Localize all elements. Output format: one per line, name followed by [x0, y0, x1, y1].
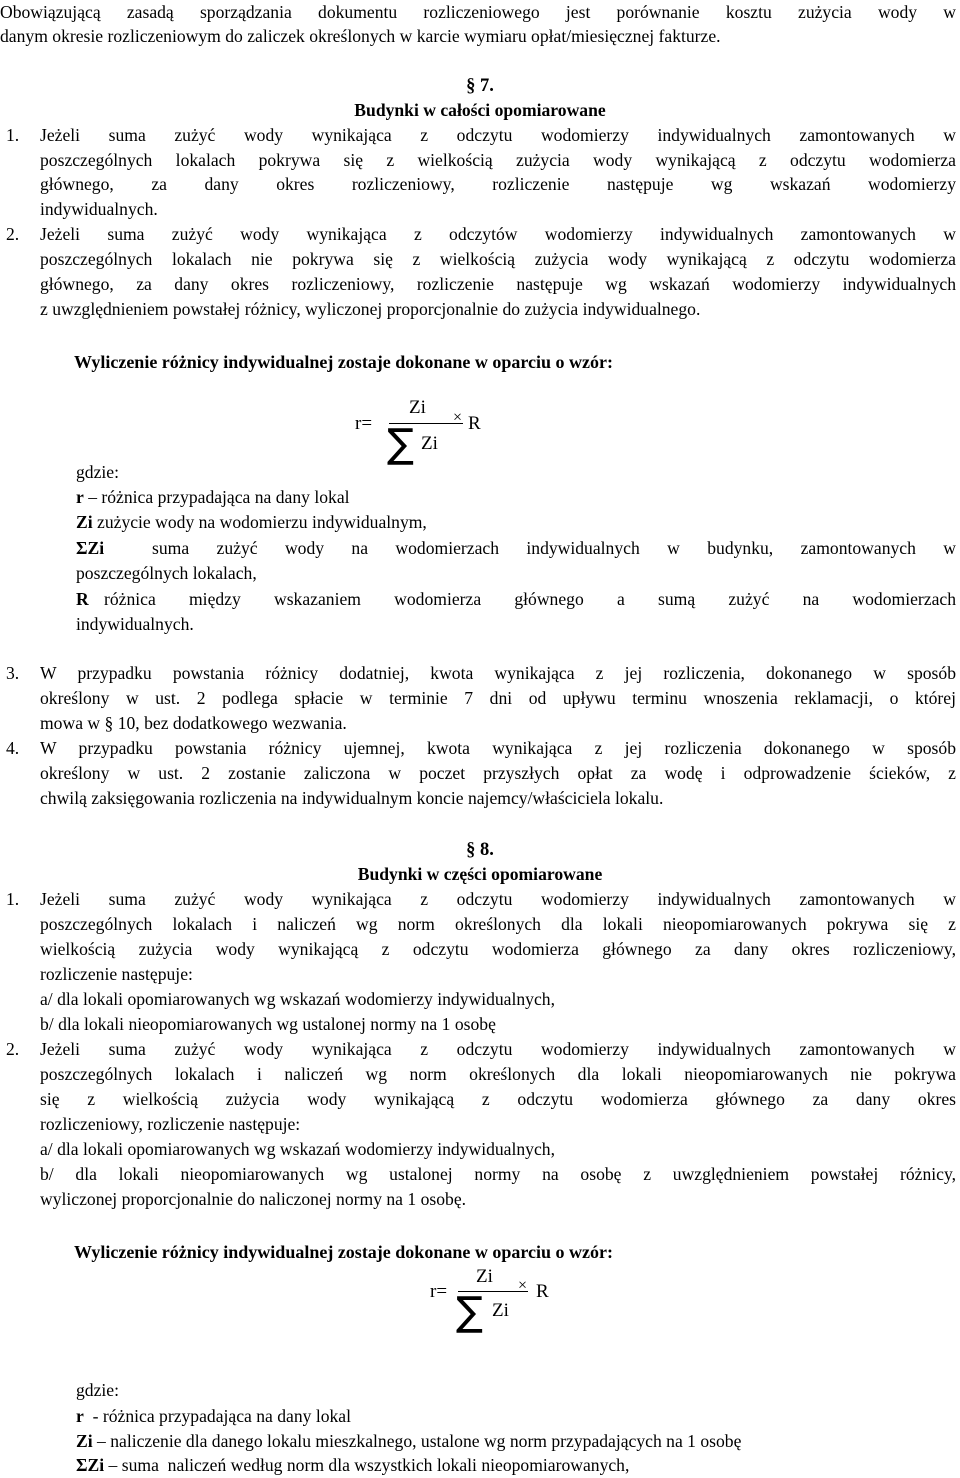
s7-item1-number: 1.	[6, 125, 20, 145]
s8-item2-sub-b-2: wyliczonej proporcjonalnie do naliczonej normy na 1 osobę.	[40, 1189, 467, 1209]
s7-def-zi	[76, 510, 427, 535]
s7-item1-line-4: indywidualnych.	[40, 199, 158, 219]
s8-formula-lhs: r=	[430, 1281, 448, 1302]
s8-formula-rhs: R	[536, 1281, 549, 1302]
s7-formula-rhs: R	[468, 413, 481, 434]
s8-item2-number: 2.	[6, 1039, 20, 1059]
s7-formula-numerator: Zi	[409, 397, 426, 418]
s8-def-zi-text: – naliczenie dla danego lokalu mieszkalnego, ustalone wg norm przypadających na 1 osobę	[92, 1431, 742, 1451]
s8-def-sumzi-text: – suma naliczeń według norm dla wszystkich lokali nieopomiarowanych,	[104, 1455, 630, 1475]
s8-formula-denominator: Zi	[492, 1300, 509, 1321]
s7-formula-heading: Wyliczenie różnicy indywidualnej zostaje dokonane w oparciu o wzór:	[74, 352, 613, 372]
s8-def-sumzi	[76, 1453, 629, 1478]
section-8-number: § 8.	[466, 840, 494, 860]
s8-item1-sub-a: a/ dla lokali opomiarowanych wg wskazań wodomierzy indywidualnych,	[40, 989, 555, 1009]
s7-def-R-text-1: różnica między wskazaniem wodomierza głównego a sumą zużyć na wodomierzach	[104, 589, 956, 609]
s7-item1-line-2: poszczególnych lokalach pokrywa się z wielkością zużycia wody wynikającą z odczytu wodomierza	[40, 150, 956, 170]
s7-item4-line-2: określony w ust. 2 zostanie zaliczona w poczet przyszłych opłat za wodę i odprowadzenie ścieków, z	[40, 763, 956, 783]
s7-def-R-text-2: indywidualnych.	[76, 614, 194, 634]
s8-item1-sub-b: b/ dla lokali nieopomiarowanych wg ustalonej normy na 1 osobę	[40, 1014, 496, 1034]
s8-def-zi	[76, 1429, 741, 1454]
s7-times-icon: ×	[453, 409, 463, 426]
s7-sigma-icon: ∑	[387, 421, 414, 467]
s8-item1-line-1: Jeżeli suma zużyć wody wynikająca z odczytu wodomierzy indywidualnych zamontowanych w	[40, 889, 956, 909]
s7-item3-line-2: określony w ust. 2 podlega spłacie w terminie 7 dni od upływu terminu wnoszenia reklamacji, o której	[40, 688, 956, 708]
s7-def-zi-text: zużycie wody na wodomierzu indywidualnym,	[92, 512, 427, 532]
s8-def-zi-symbol: Zi	[76, 1431, 93, 1451]
s8-times-icon: ×	[518, 1277, 528, 1294]
section-7-number: § 7.	[466, 76, 494, 96]
s7-item3-number: 3.	[6, 663, 20, 683]
s7-item2-line-1: Jeżeli suma zużyć wody wynikająca z odczytów wodomierzy indywidualnych zamontowanych w	[40, 224, 956, 244]
s7-formula-denominator: Zi	[421, 433, 438, 454]
s8-item1-number: 1.	[6, 889, 20, 909]
s8-item1-line-2: poszczególnych lokalach i naliczeń wg norm określonych dla lokali nieopomiarowanych pokrywa się z	[40, 914, 956, 934]
s7-def-sumzi-text-2: poszczególnych lokalach,	[76, 563, 257, 583]
s8-def-sumzi-symbol: ΣZi	[76, 1455, 105, 1475]
s8-formula-numerator: Zi	[476, 1266, 493, 1287]
s8-formula-heading: Wyliczenie różnicy indywidualnej zostaje dokonane w oparciu o wzór:	[74, 1242, 613, 1262]
s8-item2-sub-b-1: b/ dla lokali nieopomiarowanych wg ustalonej normy na osobę z uwzględnieniem powstałej różnicy,	[40, 1164, 956, 1184]
s7-def-r-text: – różnica przypadająca na dany lokal	[83, 487, 350, 507]
s7-item1-line-1: Jeżeli suma zużyć wody wynikająca z odczytu wodomierzy indywidualnych zamontowanych w	[40, 125, 956, 145]
s7-item2-line-4: z uwzględnieniem powstałej różnicy, wyliczonej proporcjonalnie do zużycia indywidualnego.	[40, 299, 701, 319]
s8-formula	[430, 1266, 570, 1336]
s8-def-r-symbol: r	[76, 1406, 84, 1426]
s7-def-zi-symbol: Zi	[76, 512, 93, 532]
s7-def-r-symbol: r	[76, 487, 84, 507]
intro-line-2: danym okresie rozliczeniowym do zaliczek określonych w karcie wymiaru opłat/miesięcznej fakturze.	[0, 26, 721, 46]
s8-item2-line-4: rozliczeniowy, rozliczenie następuje:	[40, 1114, 301, 1134]
s7-def-sumzi-symbol: ΣZi	[76, 538, 105, 558]
s7-formula	[355, 398, 495, 468]
s8-item1-line-3: wielkością zużycia wody wynikającą z odczytu wodomierza głównego za dany okres rozliczeniowy,	[40, 939, 956, 959]
s8-item1-line-4: rozliczenie następuje:	[40, 964, 193, 984]
s7-item1-line-3: głównego, za dany okres rozliczeniowy, rozliczenie następuje wg wskazań wodomierzy	[40, 174, 956, 194]
s7-formula-lhs: r=	[355, 413, 373, 434]
s8-item2-line-3: się z wielkością zużycia wody wynikającą z odczytu wodomierza głównego za dany okres	[40, 1089, 956, 1109]
s8-def-r	[76, 1404, 351, 1429]
s7-item4-number: 4.	[6, 738, 20, 758]
s7-def-R-symbol: R	[76, 589, 89, 609]
s8-sigma-icon: ∑	[456, 1289, 483, 1335]
s7-item2-number: 2.	[6, 224, 20, 244]
intro-line-1: Obowiązującą zasadą sporządzania dokumentu rozliczeniowego jest porównanie kosztu zużycia wody w	[0, 2, 956, 22]
s7-item3-line-3: mowa w § 10, bez dodatkowego wezwania.	[40, 713, 347, 733]
s7-item2-line-3: głównego, za dany okres rozliczeniowy, rozliczenie następuje wg wskazań wodomierzy indywidualnych	[40, 274, 956, 294]
s8-item2-sub-a: a/ dla lokali opomiarowanych wg wskazań wodomierzy indywidualnych,	[40, 1139, 555, 1159]
s7-item2-line-2: poszczególnych lokalach nie pokrywa się z wielkością zużycia wody wynikającą z odczytu wodomierza	[40, 249, 956, 269]
s7-item3-line-1: W przypadku powstania różnicy dodatniej, kwota wynikająca z jej rozliczenia, dokonanego w sposób	[40, 663, 956, 683]
section-8-title: Budynki w części opomiarowane	[357, 864, 603, 884]
s7-where-label: gdzie:	[76, 462, 119, 482]
s8-def-r-text: - różnica przypadająca na dany lokal	[83, 1406, 352, 1426]
section-7-title: Budynki w całości opomiarowane	[354, 100, 606, 120]
s8-item2-line-1: Jeżeli suma zużyć wody wynikająca z odczytu wodomierzy indywidualnych zamontowanych w	[40, 1039, 956, 1059]
s7-def-r	[76, 485, 350, 510]
s8-where-label: gdzie:	[76, 1380, 119, 1400]
s7-item4-line-1: W przypadku powstania różnicy ujemnej, kwota wynikająca z jej rozliczenia dokonanego w sposób	[40, 738, 956, 758]
s7-item4-line-3: chwilą zaksięgowania rozliczenia na indywidualnym koncie najemcy/właściciela lokalu.	[40, 788, 664, 808]
s7-def-sumzi-text-1: suma zużyć wody na wodomierzach indywidualnych w budynku, zamontowanych w	[152, 538, 956, 558]
s8-item2-line-2: poszczególnych lokalach i naliczeń wg norm określonych dla lokali nieopomiarowanych nie pokrywa	[40, 1064, 956, 1084]
